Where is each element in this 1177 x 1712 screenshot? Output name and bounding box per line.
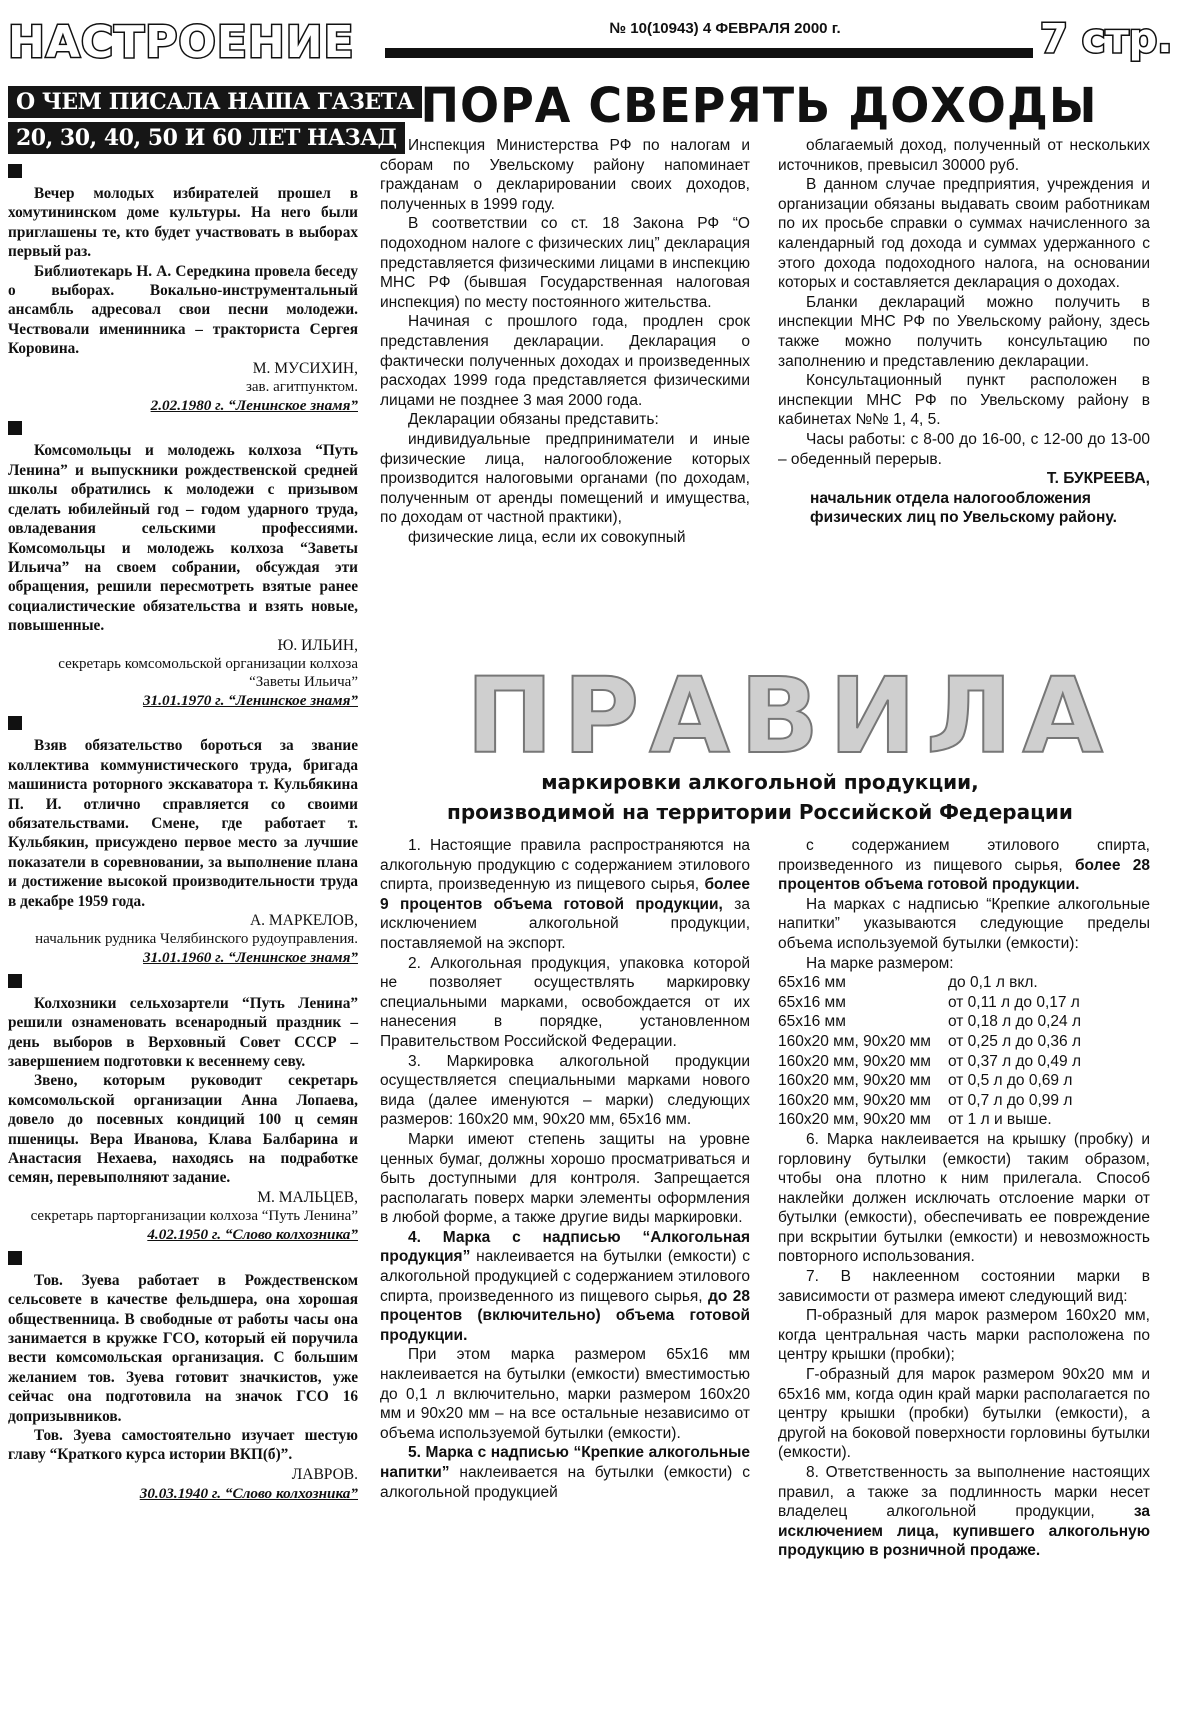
rules-paragraph: 5. Марка с надписью “Крепкие алкогольные напитки” наклеивается на бутылки (емкости) с алкогольной продукцией: [380, 1444, 750, 1501]
article1-paragraph: Начиная с прошлого года, продлен срок представления декларации. Декларация о фактически полученных доходах и произведенных расходах 1999 года представляется физическими лицами не позднее 3 мая 2000 года.: [380, 313, 750, 409]
archive-position: начальник рудника Челябинского рудоуправления.: [35, 931, 358, 948]
rules-paragraph: Г-образный для марок размером 90х20 мм и 65х16 мм, когда один край марки располагается по центру крышки (пробки) бутылки (емкости), а другой на боковой поверхности горловины бутылки (емкости).: [778, 1366, 1150, 1462]
rules-paragraph: 7. В наклеенном состоянии марки в зависимости от размера имеют следующий вид:: [778, 1268, 1150, 1305]
size-range: от 0,18 л до 0,24 л: [948, 1013, 1081, 1031]
item-bullet: [8, 716, 22, 730]
size-range: от 0,25 л до 0,36 л: [948, 1032, 1081, 1050]
rules-paragraph: П-образный для марок размером 160х20 мм, когда центральная часть марки расположена по центру крышки (пробки);: [778, 1307, 1150, 1364]
size-label: 65х16 мм: [778, 974, 846, 992]
article1-paragraph: Часы работы: с 8-00 до 16-00, с 12-00 до 13-00 – обеденный перерыв.: [778, 430, 1150, 468]
archive-position: секретарь комсомольской организации колхоза “Заветы Ильича”: [58, 655, 358, 690]
bold-text: более 9 процентов объема готовой продукции,: [380, 876, 750, 913]
size-range: от 0,11 л до 0,17 л: [948, 993, 1080, 1011]
archive-position: зав. агитпунктом.: [245, 379, 358, 396]
archive-source: 30.03.1940 г. “Слово колхозника”: [139, 1485, 358, 1503]
bold-text: более 28 процентов объема готовой продукции.: [778, 856, 1150, 894]
archive-paragraph: Тов. Зуева самостоятельно изучает шестую главу “Краткого курса истории ВКП(б)”.: [8, 1426, 358, 1464]
size-range: от 0,7 л до 0,99 л: [948, 1091, 1073, 1109]
archive-paragraph: Взяв обязательство бороться за звание коллектива коммунистического труда, бригада машиниста роторного экскаватора т. Кульбякина П. И. отлично справляется со своими обязательствами. Смене, где работает т. Кульбякин, присуждено первое место за лучшие показатели в соревновании, за выполнение плана и достижение высокой производительности труда в декабре 1959 года.: [8, 737, 358, 910]
article-headline: ПОРА СВЕРЯТЬ ДОХОДЫ: [420, 76, 1098, 134]
rules-title: ПРАВИЛА: [466, 655, 1113, 777]
rules-paragraph: 1. Настоящие правила распространяются на алкогольную продукцию с содержанием этилового спирта, произведенную из пищевого сырья, более 9 процентов объема готовой продукции, за исключением алкогольной продукции, поставляемой на экспорт.: [380, 837, 750, 952]
archive-paragraph: Тов. Зуева работает в Рождественском сельсовете в качестве фельдшера, она хорошая общественница. В свободные от работы часы она занимается в кружке ГСО, который ей поручила вести комсомольская организация. С большим желанием тов. Зуева готовит значкистов, уже сейчас она подготовила на значок ГСО 16 допризывников.: [8, 1271, 358, 1425]
page-number: 7 стр.: [1040, 16, 1173, 62]
bold-text: за исключением лица, купившего алкогольную продукцию в розничной продаже.: [778, 1503, 1150, 1560]
rules-paragraph: 8. Ответственность за выполнение настоящих правил, а также за подлинность марки несет владелец алкогольной продукции, за исключением лица, купившего алкогольную продукцию в розничной продаже.: [778, 1464, 1150, 1560]
size-row: [778, 973, 1081, 993]
size-label: 160х20 мм, 90х20 мм: [778, 1072, 931, 1090]
article1-paragraph: В данном случае предприятия, учреждения и организации обязаны выдавать своим работникам по их просьбе справки о суммах начисленного за календарный год дохода и суммах удержанного с этого дохода подоходного налога, на основании которых и составляется декларация о доходах.: [778, 176, 1150, 292]
size-row: [778, 1091, 1081, 1111]
article1-paragraph: физические лица, если их совокупный: [408, 528, 686, 546]
size-label: 65х16 мм: [778, 993, 846, 1011]
rules-paragraph: 2. Алкогольная продукция, упаковка которой не позволяет осуществлять маркировку специальными марками, освобождается от их нанесения в порядке, установленном Правительством Российской Федерации.: [380, 954, 750, 1050]
archive-paragraph: Библиотекарь Н. А. Середкина провела беседу о выборах. Вокально-инструментальный ансамбль адресовал свои песни молодежи. Чествовали именинника – тракториста Сергея Коровина.: [8, 262, 358, 358]
archive-paragraph: Вечер молодых избирателей прошел в хомутининском доме культуры. На него были приглашены те, кто будет участвовать в выборах первый раз.: [8, 185, 358, 261]
item-bullet: [8, 164, 22, 178]
article1-paragraph: Декларации обязаны представить:: [408, 411, 659, 429]
article1-paragraph: Инспекция Министерства РФ по налогам и сборам по Увельскому району напоминает гражданам о декларировании своих доходов, полученных в 1999 году.: [380, 137, 750, 213]
bold-text: 4. Марка с надписью “Алкогольная продукция”: [380, 1228, 750, 1266]
size-row: [778, 1071, 1081, 1091]
bold-text: до 28 процентов (включительно) объема готовой продукции.: [380, 1287, 750, 1344]
left-heading-line2: 20, 30, 40, 50 И 60 ЛЕТ НАЗАД: [8, 122, 405, 154]
archive-signature: М. МУСИХИН,: [252, 359, 358, 377]
rules-paragraph: 6. Марка наклеивается на крышку (пробку) и горловину бутылки (емкости) таким образом, чтобы она плотно к ним прилегала. Способ наклейки должен исключать отслоение марки от бутылки (емкости), обеспечивать ее повреждение при вскрытии бутылки (емкости) и невозможность повторного использования.: [778, 1130, 1150, 1266]
archive-source: 31.01.1960 г. “Ленинское знамя”: [143, 949, 358, 967]
article1-paragraph: Консультационный пункт расположен в инспекции МНС РФ по Увельскому району в кабинетах №№ 1, 4, 5.: [778, 372, 1150, 429]
rules-subtitle-1: маркировки алкогольной продукции,: [541, 770, 979, 794]
archive-signature: ЛАВРОВ.: [291, 1465, 358, 1483]
archive-column: [8, 160, 358, 1510]
article1-paragraph: Бланки деклараций можно получить в инспекции МНС РФ по Увельскому району, здесь также можно получить консультацию по заполнению и представлению декларации.: [778, 293, 1150, 370]
size-range: от 0,5 л до 0,69 л: [948, 1072, 1073, 1090]
rules-paragraph: с содержанием этилового спирта, произведенного из пищевого сырья, более 28 процентов объема готовой продукции.: [778, 837, 1150, 894]
item-bullet: [8, 421, 22, 435]
label-sizes-table: [778, 973, 1081, 1130]
article1-author: Т. БУКРЕЕВА,: [1046, 470, 1150, 488]
rules-column2: [778, 836, 1150, 1561]
header-rule: [385, 48, 1033, 58]
size-row: [778, 1012, 1081, 1032]
article1-paragraph: индивидуальные предприниматели и иные физические лица, налогообложение которых производится налоговыми органами (по доходам, полученным от аренды помещений и имущества, по доходам от частной практики),: [380, 430, 750, 527]
size-label: 160х20 мм, 90х20 мм: [778, 1052, 931, 1070]
item-bullet: [8, 1251, 22, 1265]
article1-column1: [380, 136, 750, 547]
archive-source: 31.01.1970 г. “Ленинское знамя”: [143, 691, 358, 709]
sizes-heading: На марке размером:: [806, 954, 954, 972]
item-bullet: [8, 974, 22, 988]
size-row: [778, 1052, 1081, 1072]
archive-paragraph: Звено, которым руководит секретарь комсомольской организации Анна Лопаева, довело до посевных кондиций 100 ц семян пшеницы. Вера Иванова, Клава Балбарина и Анастасия Нехаева, находясь на подработке семян, перевыполняют задание.: [8, 1072, 358, 1187]
size-label: 65х16 мм: [778, 1013, 846, 1031]
size-range: до 0,1 л вкл.: [948, 974, 1038, 992]
size-label: 160х20 мм, 90х20 мм: [778, 1111, 931, 1129]
article1-column2: [778, 136, 1150, 528]
archive-position: секретарь парторганизации колхоза “Путь Ленина”: [30, 1208, 358, 1225]
size-row: [778, 1032, 1081, 1052]
size-row: [778, 993, 1081, 1013]
size-range: от 0,37 л до 0,49 л: [948, 1052, 1081, 1070]
archive-signature: М. МАЛЬЦЕВ,: [257, 1188, 358, 1206]
archive-signature: А. МАРКЕЛОВ,: [249, 912, 358, 929]
archive-signature: Ю. ИЛЬИН,: [277, 636, 358, 654]
size-label: 160х20 мм, 90х20 мм: [778, 1032, 931, 1050]
rules-subtitle-2: производимой на территории Российской Федерации: [447, 800, 1073, 824]
archive-source: 2.02.1980 г. “Ленинское знамя”: [150, 397, 358, 415]
rules-column1: [380, 836, 750, 1502]
archive-source: 4.02.1950 г. “Слово колхозника”: [147, 1226, 358, 1244]
left-column-heading: [8, 86, 414, 158]
rules-paragraph: 3. Маркировка алкогольной продукции осуществляется специальными марками нового вида (далее именуются – марки) следующих размеров: 160х20 мм, 90х20 мм, 65х16 мм.: [380, 1052, 750, 1129]
rules-paragraph: Марки имеют степень защиты на уровне ценных бумаг, должны хорошо просматриваться и быть доступными для контроля. Запрещается располагать поверх марки элементы оформления в любой форме, а также другие виды маркировки.: [380, 1130, 750, 1227]
rules-paragraph: 4. Марка с надписью “Алкогольная продукция” наклеивается на бутылки (емкости) с алкогольной продукцией с содержанием этилового спирта, произведенного из пищевого сырья, до 28 процентов (включительно) объема готовой продукции.: [380, 1228, 750, 1344]
archive-paragraph: Комсомольцы и молодежь колхоза “Путь Ленина” и выпускники рождественской средней школы обратились к молодежи с призывом сделать юбилейный год – годом ударного труда, овладевания сельскими профессиями. Комсомольцы и молодежь колхоза “Заветы Ильича” на своем собрании, обсуждая эти обращения, решили пересмотреть взятые ранее социалистические обязательства и взять новые, повышенные.: [8, 442, 358, 635]
left-heading-line1: О ЧЕМ ПИСАЛА НАША ГАЗЕТА: [8, 86, 422, 118]
article1-author-position: начальник отдела налогообложения физических лиц по Увельскому району.: [810, 489, 1117, 527]
masthead: НАСТРОЕНИЕ: [8, 17, 355, 68]
archive-paragraph: Колхозники сельхозартели “Путь Ленина” решили ознаменовать всенародный праздник – день выборов в Верховный Совет СССР – завершением подготовки к весеннему севу.: [8, 994, 358, 1071]
article1-paragraph: облагаемый доход, полученный от нескольких источников, превысил 30000 руб.: [778, 137, 1150, 174]
size-label: 160х20 мм, 90х20 мм: [778, 1091, 931, 1109]
size-range: от 1 л и выше.: [948, 1111, 1052, 1129]
bold-text: 5. Марка с надписью “Крепкие алкогольные напитки”: [380, 1444, 750, 1481]
rules-paragraph: На марках с надписью “Крепкие алкогольные напитки” указываются следующие пределы объема используемой бутылки (емкости):: [778, 895, 1150, 952]
article1-paragraph: В соответствии со ст. 18 Закона РФ “О подоходном налоге с физических лиц” декларация представляется физическими лицами в инспекцию МНС РФ (бывшая Государственная налоговая инспекция) по месту постоянного жительства.: [380, 215, 750, 311]
size-row: [778, 1110, 1081, 1130]
rules-paragraph: При этом марка размером 65х16 мм наклеивается на бутылки (емкости) вместимостью до 0,1 л включительно, марки размером 160х20 мм и 90х20 мм – на все остальные независимо от объема используемой бутылки (емкости).: [380, 1346, 750, 1442]
issue-date: № 10(10943) 4 ФЕВРАЛЯ 2000 г.: [609, 20, 841, 37]
